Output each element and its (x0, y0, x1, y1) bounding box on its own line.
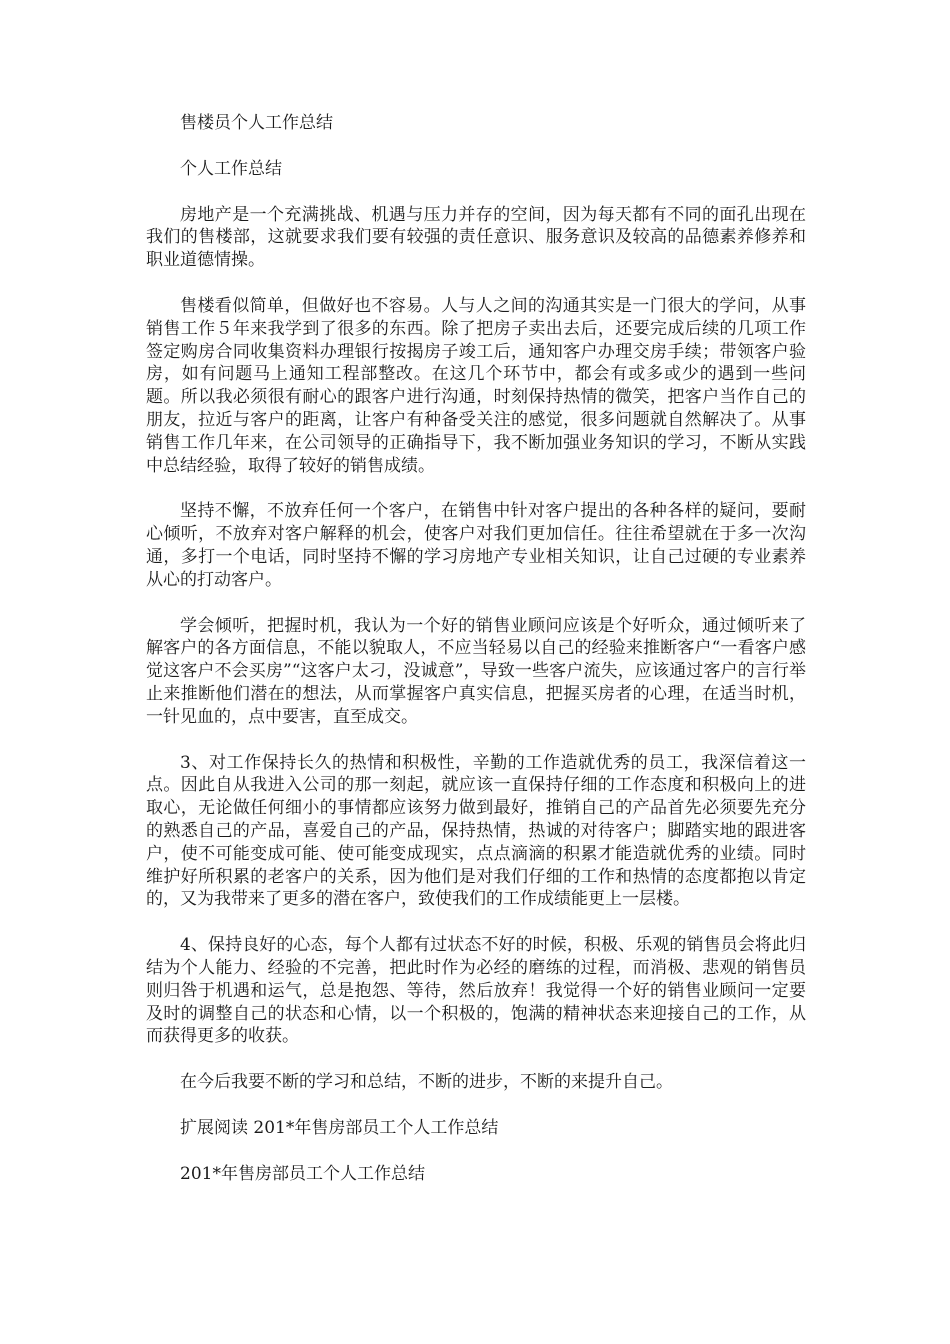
paragraph-mindset: 4、保持良好的心态，每个人都有过状态不好的时候，积极、乐观的销售员会将此归结为个人能力、经验的不完善，把此时作为必经的磨练的过程，而消极、悲观的销售员则归咎于机遇和运气，总是抱怨、等待，然后放弃！我觉得一个好的销售业顾问一定要及时的调整自己的状态和心情，以一个积极的，饱满的精神状态来迎接自己的工作，从而获得更多的收获。 (146, 935, 806, 1047)
paragraph-enthusiasm: 3、对工作保持长久的热情和积极性，辛勤的工作造就优秀的员工，我深信着这一点。因此自从我进入公司的那一刻起，就应该一直保持仔细的工作态度和积极向上的进取心，无论做任何细小的事情都应该努力做到最好，推销自己的产品首先必须要先充分的熟悉自己的产品，喜爱自己的产品，保持热情，热诚的对待客户；脚踏实地的跟进客户，使不可能变成可能、使可能变成现实，点点滴滴的积累才能造就优秀的业绩。同时维护好所积累的老客户的关系，因为他们是对我们仔细的工作和热情的态度都抱以肯定的，又为我带来了更多的潜在客户，致使我们的工作成绩能更上一层楼。 (146, 752, 806, 910)
paragraph-communication: 售楼看似简单，但做好也不容易。人与人之间的沟通其实是一门很大的学问，从事销售工作５年来我学到了很多的东西。除了把房子卖出去后，还要完成后续的几项工作签定购房合同收集资料办理银行按揭房子竣工后，通知客户办理交房手续；带领客户验房，如有问题马上通知工程部整改。在这几个环节中，都会有或多或少的遇到一些问题。所以我必须很有耐心的跟客户进行沟通，时刻保持热情的微笑，把客户当作自己的朋友，拉近与客户的距离，让客户有种备受关注的感觉，很多问题就自然解决了。从事销售工作几年来，在公司领导的正确指导下，我不断加强业务知识的学习，不断从实践中总结经验，取得了较好的销售成绩。 (146, 295, 806, 476)
paragraph-conclusion: 在今后我要不断的学习和总结，不断的进步，不断的来提升自己。 (180, 1072, 673, 1093)
paragraph-intro: 房地产是一个充满挑战、机遇与压力并存的空间，因为每天都有不同的面孔出现在我们的售楼部，这就要求我们要有较强的责任意识、服务意识及较高的品德素养修养和职业道德情操。 (146, 204, 806, 271)
paragraph-listening: 学会倾听，把握时机，我认为一个好的销售业顾问应该是个好听众，通过倾听来了解客户的各方面信息，不能以貌取人，不应当轻易以自己的经验来推断客户“一看客户感觉这客户不会买房”“这客户太刁，没诚意”，导致一些客户流失，应该通过客户的言行举止来推断他们潜在的想法，从而掌握客户真实信息，把握买房者的心理，在适当时机，一针见血的，点中要害，直至成交。 (146, 615, 806, 727)
document-title: 售楼员个人工作总结 (180, 113, 333, 133)
document-subtitle: 个人工作总结 (180, 158, 282, 179)
document-page (146, 112, 806, 1208)
paragraph-persistence: 坚持不懈，不放弃任何一个客户，在销售中针对客户提出的各种各样的疑问，要耐心倾听，不放弃对客户解释的机会，使客户对我们更加信任。往往希望就在于多一次沟通，多打一个电话，同时坚持不懈的学习房地产专业相关知识，让自己过硬的专业素养从心的打动客户。 (146, 501, 806, 590)
next-section-title: 201*年售房部员工个人工作总结 (180, 1163, 425, 1184)
extended-reading: 扩展阅读 201*年售房部员工个人工作总结 (180, 1117, 499, 1138)
